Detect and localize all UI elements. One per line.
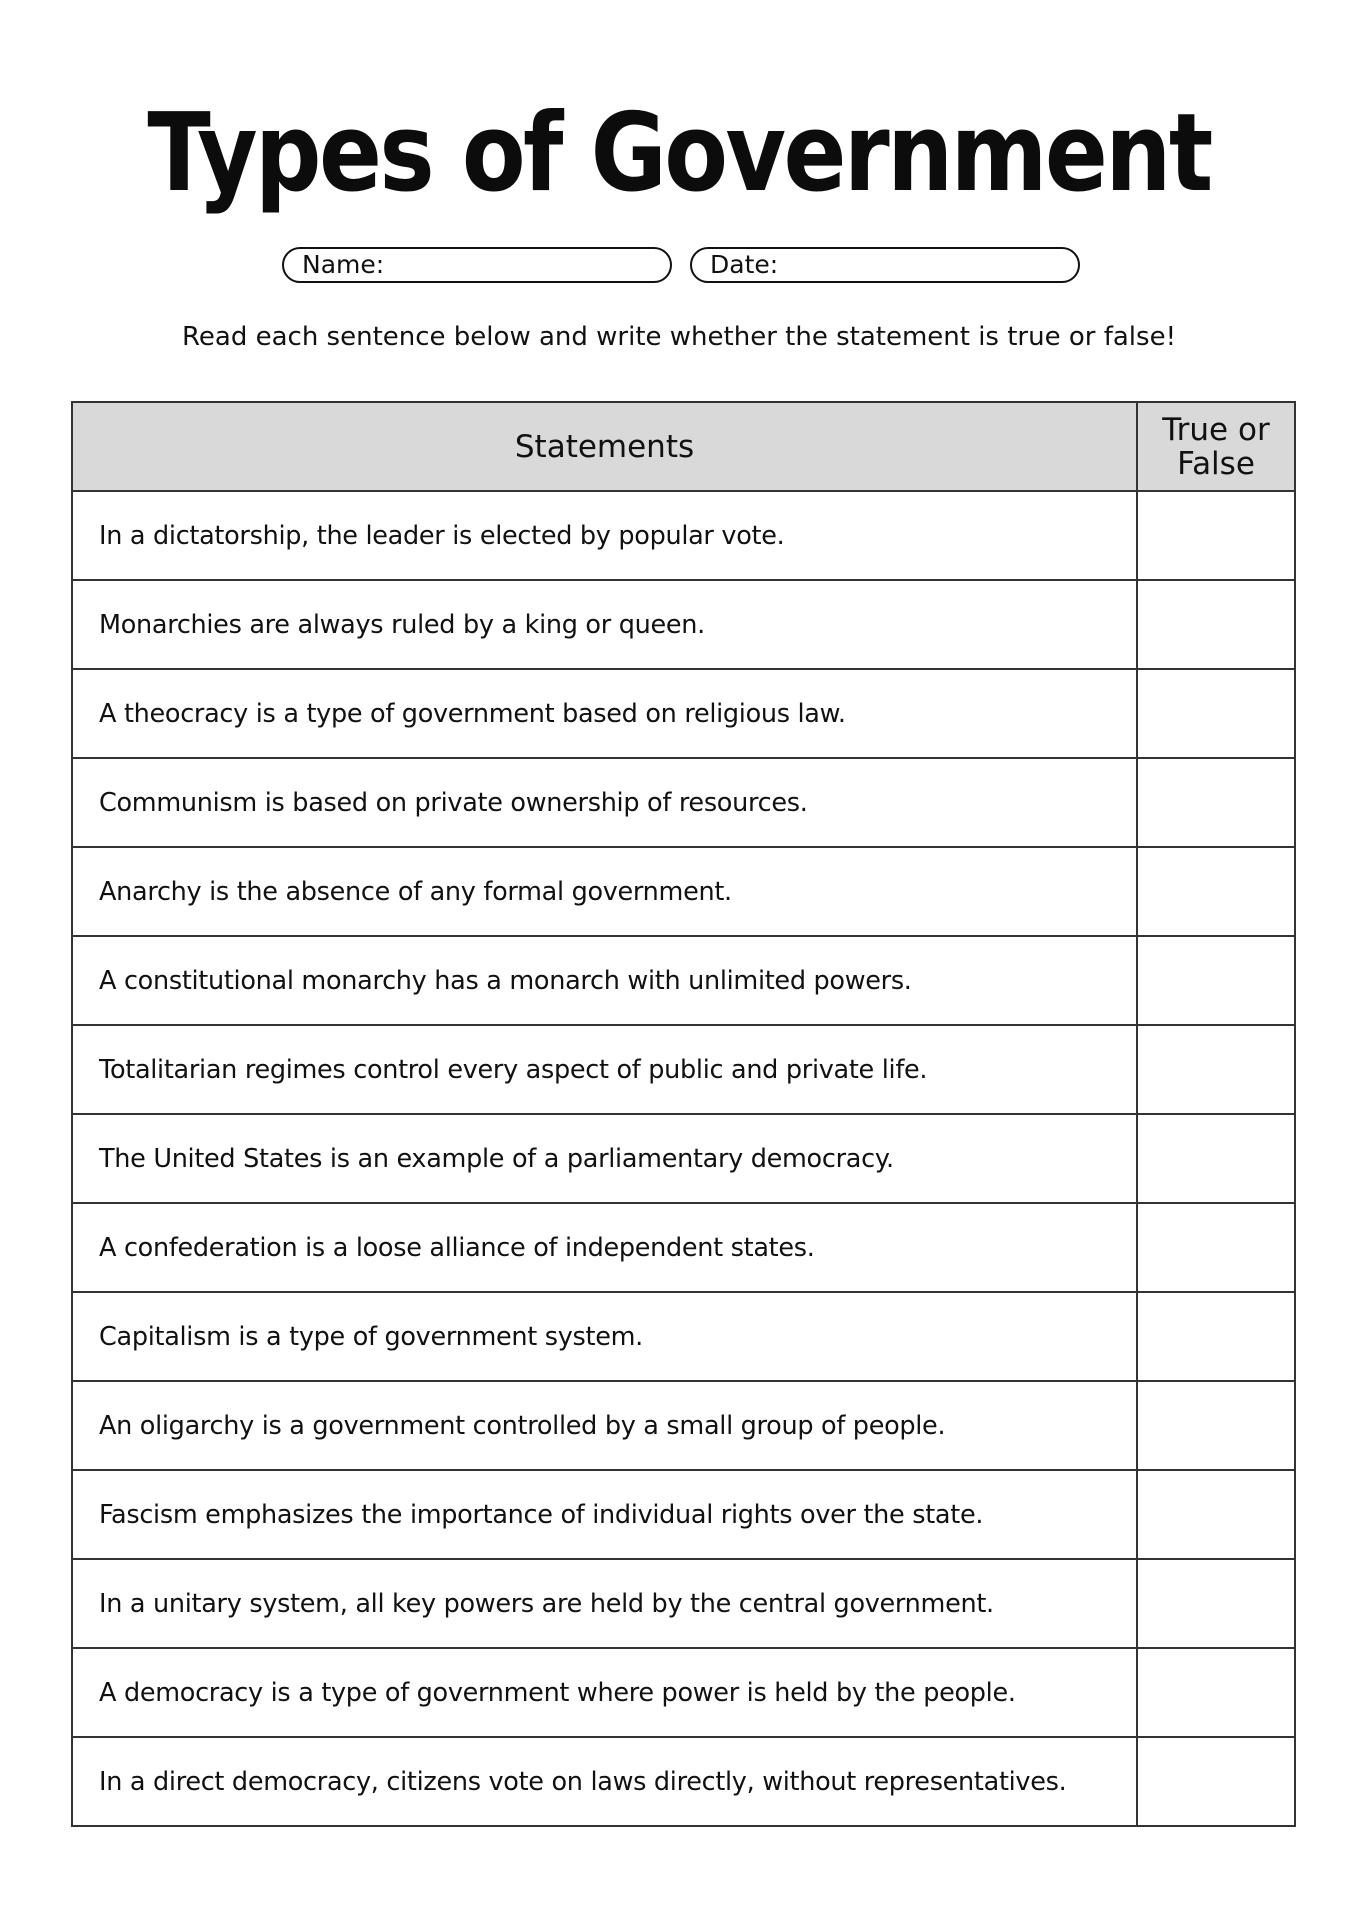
table-row bbox=[72, 669, 1295, 758]
statements-table bbox=[71, 401, 1296, 1827]
statement-text: An oligarchy is a government controlled by a small group of people. bbox=[72, 1381, 1137, 1470]
statements-header: Statements bbox=[72, 402, 1137, 491]
page-title: Types of Government bbox=[147, 91, 1211, 216]
statement-text: Communism is based on private ownership of resources. bbox=[72, 758, 1137, 847]
answer-cell[interactable] bbox=[1137, 1025, 1295, 1114]
date-field[interactable]: Date: bbox=[690, 247, 1080, 283]
answer-cell[interactable] bbox=[1137, 1648, 1295, 1737]
answer-cell[interactable] bbox=[1137, 936, 1295, 1025]
statement-text: In a dictatorship, the leader is elected by popular vote. bbox=[72, 491, 1137, 580]
answer-cell[interactable] bbox=[1137, 1470, 1295, 1559]
statement-text: In a unitary system, all key powers are held by the central government. bbox=[72, 1559, 1137, 1648]
answer-cell[interactable] bbox=[1137, 1114, 1295, 1203]
student-info-fields bbox=[282, 247, 1086, 287]
statement-text: A confederation is a loose alliance of independent states. bbox=[72, 1203, 1137, 1292]
answer-cell[interactable] bbox=[1137, 669, 1295, 758]
statement-text: A theocracy is a type of government based on religious law. bbox=[72, 669, 1137, 758]
statement-text: A democracy is a type of government where power is held by the people. bbox=[72, 1648, 1137, 1737]
answer-cell[interactable] bbox=[1137, 1203, 1295, 1292]
true-or-false-header: True or False bbox=[1137, 402, 1295, 491]
table-row bbox=[72, 1203, 1295, 1292]
answer-cell[interactable] bbox=[1137, 847, 1295, 936]
table-row bbox=[72, 1470, 1295, 1559]
answer-cell[interactable] bbox=[1137, 1559, 1295, 1648]
statement-text: Capitalism is a type of government system. bbox=[72, 1292, 1137, 1381]
answer-cell[interactable] bbox=[1137, 1381, 1295, 1470]
table-row bbox=[72, 1025, 1295, 1114]
table-row bbox=[72, 1648, 1295, 1737]
answer-cell[interactable] bbox=[1137, 1292, 1295, 1381]
name-field[interactable]: Name: bbox=[282, 247, 672, 283]
table-header-row bbox=[72, 402, 1295, 491]
answer-cell[interactable] bbox=[1137, 758, 1295, 847]
table-row bbox=[72, 1114, 1295, 1203]
answer-cell[interactable] bbox=[1137, 491, 1295, 580]
table-row bbox=[72, 1381, 1295, 1470]
table-row bbox=[72, 1292, 1295, 1381]
statement-text: In a direct democracy, citizens vote on laws directly, without representatives. bbox=[72, 1737, 1137, 1826]
table-row bbox=[72, 936, 1295, 1025]
statement-text: Fascism emphasizes the importance of individual rights over the state. bbox=[72, 1470, 1137, 1559]
answer-cell[interactable] bbox=[1137, 580, 1295, 669]
table-row bbox=[72, 491, 1295, 580]
statement-text: Totalitarian regimes control every aspect of public and private life. bbox=[72, 1025, 1137, 1114]
table-row bbox=[72, 580, 1295, 669]
table-row bbox=[72, 1559, 1295, 1648]
statement-text: The United States is an example of a parliamentary democracy. bbox=[72, 1114, 1137, 1203]
instructions-text: Read each sentence below and write whether the statement is true or false! bbox=[182, 322, 1176, 352]
table-row bbox=[72, 847, 1295, 936]
statement-text: A constitutional monarchy has a monarch with unlimited powers. bbox=[72, 936, 1137, 1025]
table-row bbox=[72, 1737, 1295, 1826]
statement-text: Monarchies are always ruled by a king or queen. bbox=[72, 580, 1137, 669]
table-row bbox=[72, 758, 1295, 847]
statement-text: Anarchy is the absence of any formal government. bbox=[72, 847, 1137, 936]
answer-cell[interactable] bbox=[1137, 1737, 1295, 1826]
table-body bbox=[72, 491, 1295, 1826]
